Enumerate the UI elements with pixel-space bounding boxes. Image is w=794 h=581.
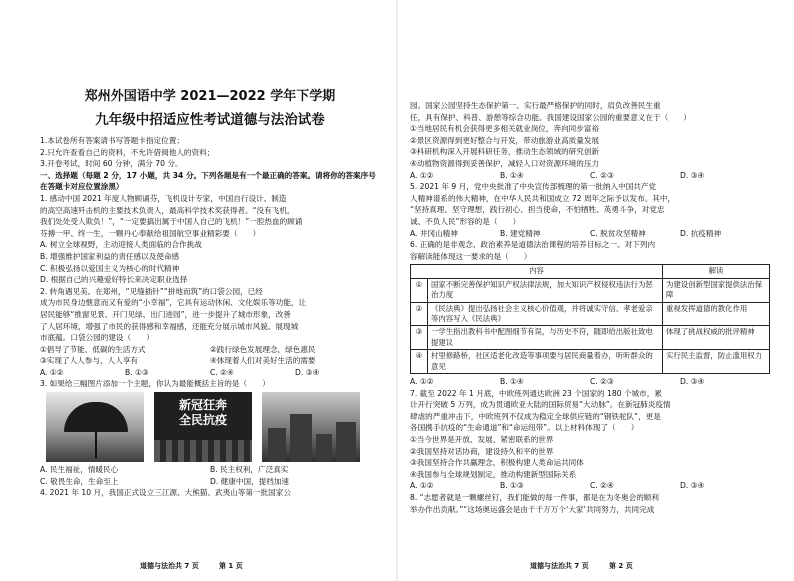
- construction-photo: [262, 392, 360, 462]
- building-shape: [268, 428, 286, 462]
- question-text: “坚持真理、坚守理想，践行初心、担当使命，不怕牺牲、英勇斗争，对党忠: [410, 205, 665, 215]
- note-line: 3.开卷考试，时间 60 分钟，满分 70 分。: [40, 159, 183, 169]
- row-explanation: 重视发挥道德的教化作用: [663, 302, 770, 326]
- exam-notes: [40, 135, 380, 170]
- question-1: [40, 193, 380, 286]
- option-group: [40, 476, 380, 488]
- row-content: 《民法典》提出弘扬社会主义核心价值观，并将诚实守信、孝老爱亲等内容写入《民法典》: [428, 302, 663, 326]
- footer-page: 第 1 页: [218, 562, 243, 570]
- option: C. 敬畏生命，生命至上: [40, 476, 119, 486]
- choice: A. 井冈山精神: [410, 228, 458, 238]
- choice-row: [410, 170, 770, 182]
- page-left: [0, 0, 394, 581]
- option-group: [40, 464, 380, 476]
- option: ①当今世界是开放、发展、紧密联系的世界: [410, 434, 554, 444]
- choice: C. ②③: [590, 170, 614, 180]
- choice: C. ②③: [590, 376, 614, 386]
- question-text: 肆虐的严重冲击下，中欧班列不仅成为稳定全球供应链的“钢铁驼队”，更是: [410, 411, 661, 421]
- option: ③我国坚持合作共赢理念，积极构建人类命运共同体: [410, 458, 584, 468]
- question-text: 任，具有保护、科普、游憩等综合功能。我国建设国家公园的重要意义在于（ ）: [410, 112, 691, 122]
- choice: A. ①②: [40, 367, 64, 377]
- row-explanation: 实行民主监督，防止滥用权力: [663, 350, 770, 374]
- row-index: ④: [411, 350, 428, 374]
- question-text: 7. 截至 2022 年 1 月底，中欧班列通达欧洲 23 个国家的 180 个城市，累: [410, 388, 662, 398]
- question-text: 了人居环境，增强了市民的获得感和幸福感，还能充分展示城市风貌、展现城: [40, 321, 299, 331]
- umbrella-photo: [46, 392, 144, 462]
- table-row: [411, 326, 770, 350]
- option: ②景区资源得到更好整合与开发，带动旅游业高质量发展: [410, 135, 600, 145]
- table-row: [411, 302, 770, 326]
- question-8: [410, 492, 770, 515]
- question-3: [40, 378, 380, 487]
- question-text: 5. 2021 年 9 月，党中央批准了中央宣传部梳理的第一批纳入中国共产党: [410, 182, 657, 192]
- option-group: [40, 344, 380, 367]
- choice: B. ①④: [500, 376, 524, 386]
- note-line: 1.本试卷所有答案请书写答题卡指定位置；: [40, 136, 184, 145]
- option: A. 民生福祉，情暖民心: [40, 465, 119, 475]
- choice: C. ②④: [590, 481, 614, 491]
- choice: D. ③④: [680, 376, 705, 386]
- note-line: 2.只允许查看自己的资料，不允许借阅他人的资料；: [40, 147, 215, 157]
- question-text: 芬搏一甲、终一生，一颗丹心奉献给祖国航空事业精彩要（ ）: [40, 228, 261, 238]
- exam-title: 九年级中招适应性考试道德与法治试卷: [95, 112, 325, 128]
- option: ①当地居民有机会获得更多相关就业岗位，奔向同步富裕: [410, 124, 600, 134]
- table-header: 解读: [663, 265, 770, 278]
- question-text: 我们处处受人欺负！”，“一定要搞出属于中国人自己的飞机！”一腔热血的顾诵: [40, 217, 303, 227]
- choice: B. ①③: [500, 481, 524, 491]
- school-title: 郑州外国语中学 2021—2022 学年下学期: [84, 89, 336, 104]
- option: A. 树立全球视野，主动迎接人类面临的合作挑战: [40, 240, 202, 250]
- question-4-continued: [410, 100, 770, 181]
- question-text: 成为市民身边惬意而又有爱的“小幸福”，它具有运动休闲、文化娱乐等功能，让: [40, 298, 307, 308]
- choice: D. ③④: [680, 170, 705, 180]
- choice-row: [410, 228, 770, 240]
- question-6: [410, 239, 770, 387]
- question-text: 容解读能体现这一要求的是（ ）: [410, 251, 532, 261]
- row-index: ③: [411, 326, 428, 350]
- question-text: 人精神谱系的伟大精神，在中华人民共和国成立 72 周年之际予以发布。其中，: [410, 193, 676, 203]
- footer-total: 道德与法治共 7 页: [140, 562, 199, 570]
- poster-line-2: 全民抗疫: [178, 413, 227, 428]
- question-text: 6. 正确的是非观念、政治素养是道德法治课程的培养目标之一。对下列内: [410, 240, 656, 250]
- content-table: [410, 264, 770, 374]
- row-explanation: 为建设创新型国家提供法治保障: [663, 278, 770, 302]
- choice: B. ①④: [500, 170, 524, 180]
- option: ③科研机构深入开展科研任务，推动生态领域的研究创新: [410, 147, 600, 157]
- section-heading: 一、选择题（每题 2 分，17 小题，共 34 分。下列各题是有一个最正确的答案。请将你的答案序号在答题卡对应位置涂黑）: [40, 170, 376, 192]
- option: ②我国坚持对话协商，建设持久和平的世界: [410, 446, 554, 456]
- table-row: [411, 350, 770, 374]
- question-4-text: 4. 2021 年 10 月，我国正式设立三江源、大熊猫、武夷山等第一批国家公: [40, 488, 291, 498]
- building-shape: [336, 422, 356, 462]
- option: ①倡导了节能、低碳的生活方式: [40, 344, 146, 354]
- choice: B. ①③: [125, 367, 149, 377]
- option: ④体现着人们对美好生活的需要: [210, 356, 316, 366]
- row-index: ②: [411, 302, 428, 326]
- row-explanation: 体现了挑战权威的批评精神: [663, 326, 770, 350]
- question-text: 2. 转角遇见美。在郑州，“见缝插针”“拼地而筑”的口袋公园，已经: [40, 286, 263, 296]
- option: ④我国参与全球规划制定，推动构建新型国际关系: [410, 469, 577, 479]
- question-text: 的高空高速歼击机的主要技术负责人，最高科学技术奖获得者。“没有飞机，: [40, 205, 295, 215]
- page-fold: [396, 0, 398, 581]
- choice: B. 建党精神: [500, 228, 541, 238]
- question-text: 诚、不负人民”形容的是（ ）: [410, 216, 521, 226]
- poster-photo: [154, 392, 252, 462]
- choice: D. ③④: [680, 481, 705, 491]
- question-text: 1. 感动中国 2021 年度人物顾诵芬，飞机设计专家，中国自行设计、制造: [40, 193, 287, 203]
- table-header: 内容: [411, 265, 663, 278]
- row-content: 村里修路桥，社区适老化改造等事项要与居民商量着办，听听群众的意见: [428, 350, 663, 374]
- building-shape: [316, 434, 332, 462]
- image-row: [46, 392, 380, 462]
- choice-row: [410, 480, 770, 492]
- option: B. 增强维护国家利益的责任感以及使命感: [40, 251, 180, 261]
- option: C. 积极弘扬以爱国主义为核心的时代精神: [40, 263, 180, 273]
- table-header-row: [411, 265, 770, 278]
- option: D. 根据自己的兴趣爱好特长来决定职业选择: [40, 275, 188, 285]
- question-text: 8. “志愿者就是一颗螺丝钉，我们能做的每一件事，都是在为冬奥会的顺利: [410, 492, 659, 502]
- question-text: 各国携手抗疫的“生命通道”和“命运纽带”。以上材料体现了（ ）: [410, 423, 639, 433]
- choice-row: [410, 376, 770, 388]
- question-text: 举办作出贡献。”“这场奥运盛会是由千千万万个‘大家’共同努力，共同完成: [410, 504, 655, 514]
- choice: A. ①②: [410, 376, 434, 386]
- choice: A. ①②: [410, 481, 434, 491]
- option: D. 健康中国，提档加速: [210, 476, 290, 486]
- poster-line-1: 新冠狂奔: [178, 398, 227, 413]
- building-shape: [290, 414, 312, 462]
- question-7: [410, 388, 770, 492]
- question-text: 市底蕴。口袋公园的建设（ ）: [40, 333, 154, 343]
- choice: D. 抗疫精神: [680, 228, 722, 238]
- row-content: 一学生指出教科书中配图细节有误，与历史不符，随即给出版社致电提建议: [428, 326, 663, 350]
- page-footer: [140, 561, 261, 571]
- question-text: 居民能够“推窗见景、开门见绿、出门进园”，进一步提升了城市形象，改善: [40, 309, 291, 319]
- umbrella-shape: [64, 402, 128, 432]
- table-row: [411, 278, 770, 302]
- umbrella-pole: [95, 430, 97, 458]
- choice-row: [40, 367, 380, 379]
- option: B. 民主权利，广泛真实: [210, 465, 289, 475]
- choice: C. ②④: [210, 367, 234, 377]
- question-2: [40, 286, 380, 379]
- question-text: 园。国家公园坚持生态保护第一、实行最严格保护的同时，肩负改善民生重: [410, 101, 661, 110]
- choice: C. 脱贫攻坚精神: [590, 228, 646, 238]
- poster-crowd: [154, 440, 252, 462]
- option: ③实现了人人参与、人人享有: [40, 356, 138, 366]
- option: ④动植物资源得到妥善保护，减轻人口对资源环境的压力: [410, 158, 600, 168]
- question-5: [410, 181, 770, 239]
- question-text: 计开行突破 5 万列，成为贯通欧亚大陆的国际贸易“大动脉”。在新冠肺炎疫情: [410, 400, 671, 410]
- option: ②践行绿色发展理念，绿色惠民: [210, 344, 316, 354]
- question-text: 3. 如果给三幅图片添加一个主题，你认为最能概括主旨的是（ ）: [40, 379, 270, 389]
- row-content: 国家不断完善保护知识产权法律法规，加大知识产权侵权违法行为惩治力度: [428, 278, 663, 302]
- footer-page: 第 2 页: [608, 562, 633, 570]
- page-right: [400, 0, 794, 581]
- page-footer: [530, 561, 651, 571]
- choice: D. ③④: [295, 367, 320, 377]
- footer-total: 道德与法治共 7 页: [530, 562, 589, 570]
- row-index: ①: [411, 278, 428, 302]
- choice: A. ①②: [410, 170, 434, 180]
